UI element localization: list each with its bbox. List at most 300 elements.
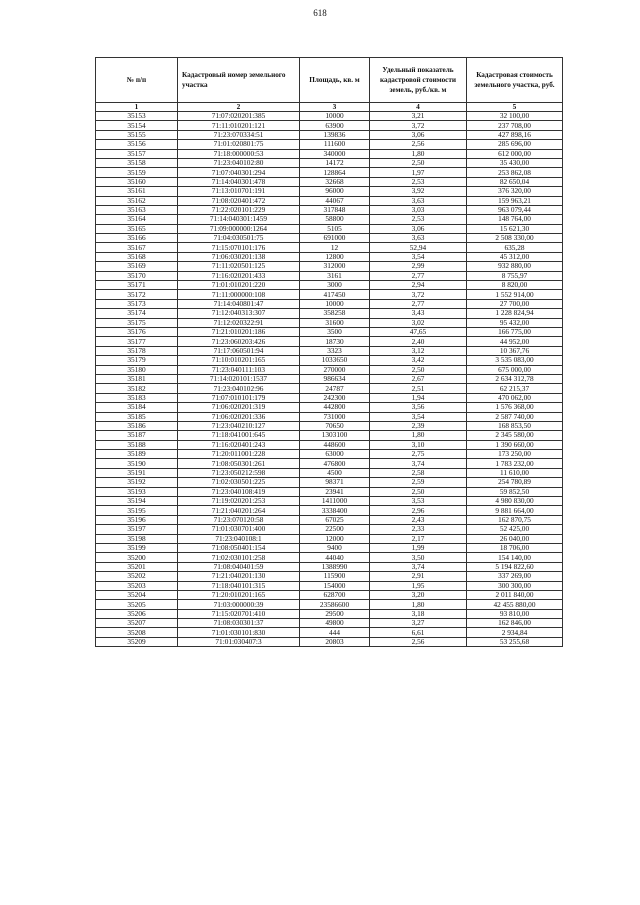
cadastral-number-cell: 71:23:040210:127 <box>178 421 300 430</box>
column-number-row <box>96 103 563 112</box>
cadastral-value-cell: 52 425,00 <box>467 525 563 534</box>
cadastral-value-cell: 635,28 <box>467 243 563 252</box>
cadastral-number-cell: 71:07:020201:385 <box>178 112 300 121</box>
cadastral-value-cell: 15 621,30 <box>467 224 563 233</box>
area-cell: 20803 <box>300 637 370 646</box>
area-cell: 14172 <box>300 158 370 167</box>
cadastral-value-cell: 427 898,16 <box>467 130 563 139</box>
table-row <box>96 487 563 496</box>
row-number-cell: 35184 <box>96 403 178 412</box>
row-number-cell: 35163 <box>96 205 178 214</box>
area-cell: 3338400 <box>300 506 370 515</box>
row-number-cell: 35172 <box>96 290 178 299</box>
cadastral-value-cell: 9 881 664,00 <box>467 506 563 515</box>
row-number-cell: 35179 <box>96 356 178 365</box>
cadastral-value-cell: 59 852,50 <box>467 487 563 496</box>
row-number-cell: 35154 <box>96 121 178 130</box>
cadastral-value-cell: 963 079,44 <box>467 205 563 214</box>
row-number-cell: 35164 <box>96 215 178 224</box>
unit-value-cell: 2,91 <box>370 572 467 581</box>
cadastral-number-cell: 71:01:030701:400 <box>178 525 300 534</box>
area-cell: 139836 <box>300 130 370 139</box>
row-number-cell: 35207 <box>96 619 178 628</box>
unit-value-cell: 1,80 <box>370 431 467 440</box>
area-cell: 5105 <box>300 224 370 233</box>
cadastral-value-cell: 1 552 914,00 <box>467 290 563 299</box>
cadastral-value-cell: 254 780,89 <box>467 478 563 487</box>
area-cell: 98371 <box>300 478 370 487</box>
area-cell: 9400 <box>300 543 370 552</box>
header-row <box>96 58 563 103</box>
unit-value-cell: 3,18 <box>370 609 467 618</box>
cadastral-number-cell: 71:14:040301:478 <box>178 177 300 186</box>
cadastral-number-cell: 71:23:040108:419 <box>178 487 300 496</box>
table-row <box>96 450 563 459</box>
cadastral-number-cell: 71:23:070120:58 <box>178 515 300 524</box>
cadastral-number-cell: 71:08:030301:37 <box>178 619 300 628</box>
unit-value-cell: 1,95 <box>370 581 467 590</box>
unit-value-cell: 2,67 <box>370 374 467 383</box>
cadastral-number-cell: 71:23:040111:103 <box>178 365 300 374</box>
cadastral-value-cell: 26 040,00 <box>467 534 563 543</box>
cadastral-value-cell: 4 980 830,00 <box>467 497 563 506</box>
unit-value-cell: 2,50 <box>370 365 467 374</box>
area-cell: 58800 <box>300 215 370 224</box>
cadastral-number-cell: 71:21:040201:130 <box>178 572 300 581</box>
column-number: 2 <box>178 103 300 112</box>
cadastral-value-cell: 148 764,00 <box>467 215 563 224</box>
unit-value-cell: 2,53 <box>370 215 467 224</box>
area-cell: 1388990 <box>300 562 370 571</box>
unit-value-cell: 3,43 <box>370 309 467 318</box>
unit-value-cell: 2,96 <box>370 506 467 515</box>
unit-value-cell: 2,58 <box>370 468 467 477</box>
cadastral-value-cell: 2 634 312,78 <box>467 374 563 383</box>
table-row <box>96 271 563 280</box>
cadastral-number-cell: 71:02:030501:225 <box>178 478 300 487</box>
table-row <box>96 421 563 430</box>
table-row <box>96 468 563 477</box>
table-row <box>96 215 563 224</box>
cadastral-number-cell: 71:06:020201:319 <box>178 403 300 412</box>
area-cell: 44067 <box>300 196 370 205</box>
table-row <box>96 252 563 261</box>
row-number-cell: 35166 <box>96 234 178 243</box>
area-cell: 4500 <box>300 468 370 477</box>
row-number-cell: 35205 <box>96 600 178 609</box>
table-row <box>96 309 563 318</box>
area-cell: 628700 <box>300 590 370 599</box>
cadastral-value-cell: 470 062,00 <box>467 393 563 402</box>
cadastral-number-cell: 71:10:010201:165 <box>178 356 300 365</box>
row-number-cell: 35167 <box>96 243 178 252</box>
cadastral-value-cell: 162 870,75 <box>467 515 563 524</box>
cadastral-number-cell: 71:21:040201:264 <box>178 506 300 515</box>
cadastral-value-cell: 285 696,00 <box>467 140 563 149</box>
table-row <box>96 497 563 506</box>
area-cell: 444 <box>300 628 370 637</box>
cadastral-value-cell: 932 880,00 <box>467 262 563 271</box>
table-row <box>96 478 563 487</box>
cadastral-value-cell: 62 215,37 <box>467 384 563 393</box>
unit-value-cell: 3,21 <box>370 112 467 121</box>
cadastral-number-cell: 71:23:070334:51 <box>178 130 300 139</box>
row-number-cell: 35155 <box>96 130 178 139</box>
row-number-cell: 35156 <box>96 140 178 149</box>
row-number-cell: 35165 <box>96 224 178 233</box>
unit-value-cell: 3,56 <box>370 403 467 412</box>
area-cell: 3500 <box>300 327 370 336</box>
table-row <box>96 224 563 233</box>
unit-value-cell: 3,53 <box>370 497 467 506</box>
area-cell: 154000 <box>300 581 370 590</box>
area-cell: 128864 <box>300 168 370 177</box>
cadastral-value-cell: 93 810,00 <box>467 609 563 618</box>
table-row <box>96 374 563 383</box>
table-row <box>96 609 563 618</box>
table-row <box>96 403 563 412</box>
cadastral-number-cell: 71:15:070101:176 <box>178 243 300 252</box>
table-row <box>96 234 563 243</box>
row-number-cell: 35180 <box>96 365 178 374</box>
table-body <box>96 112 563 647</box>
area-cell: 1033650 <box>300 356 370 365</box>
area-cell: 23941 <box>300 487 370 496</box>
table-row <box>96 318 563 327</box>
cadastral-number-cell: 71:08:050301:261 <box>178 459 300 468</box>
row-number-cell: 35201 <box>96 562 178 571</box>
row-number-cell: 35191 <box>96 468 178 477</box>
area-cell: 23586600 <box>300 600 370 609</box>
header-unit-value: Удельный показатель кадастровой стоимости земель, руб./кв. м <box>370 58 467 103</box>
row-number-cell: 35193 <box>96 487 178 496</box>
cadastral-number-cell: 71:23:060203:426 <box>178 337 300 346</box>
unit-value-cell: 2,51 <box>370 384 467 393</box>
row-number-cell: 35185 <box>96 412 178 421</box>
column-number: 5 <box>467 103 563 112</box>
area-cell: 731000 <box>300 412 370 421</box>
row-number-cell: 35188 <box>96 440 178 449</box>
cadastral-number-cell: 71:17:060501:94 <box>178 346 300 355</box>
table-row <box>96 590 563 599</box>
cadastral-number-cell: 71:12:020322:91 <box>178 318 300 327</box>
cadastral-value-cell: 53 255,68 <box>467 637 563 646</box>
row-number-cell: 35209 <box>96 637 178 646</box>
unit-value-cell: 3,42 <box>370 356 467 365</box>
table-row <box>96 384 563 393</box>
area-cell: 24787 <box>300 384 370 393</box>
area-cell: 986634 <box>300 374 370 383</box>
table-row <box>96 177 563 186</box>
cadastral-value-cell: 35 430,00 <box>467 158 563 167</box>
area-cell: 67025 <box>300 515 370 524</box>
table-row <box>96 262 563 271</box>
row-number-cell: 35182 <box>96 384 178 393</box>
row-number-cell: 35177 <box>96 337 178 346</box>
cadastral-value-cell: 45 312,00 <box>467 252 563 261</box>
unit-value-cell: 2,77 <box>370 271 467 280</box>
area-cell: 32668 <box>300 177 370 186</box>
column-number: 4 <box>370 103 467 112</box>
table-row <box>96 515 563 524</box>
cadastral-number-cell: 71:16:020401:243 <box>178 440 300 449</box>
cadastral-value-cell: 168 853,50 <box>467 421 563 430</box>
row-number-cell: 35189 <box>96 450 178 459</box>
cadastral-value-table <box>95 57 563 647</box>
row-number-cell: 35198 <box>96 534 178 543</box>
cadastral-number-cell: 71:12:040313:307 <box>178 309 300 318</box>
cadastral-number-cell: 71:14:020101:1537 <box>178 374 300 383</box>
area-cell: 49800 <box>300 619 370 628</box>
row-number-cell: 35183 <box>96 393 178 402</box>
area-cell: 442800 <box>300 403 370 412</box>
cadastral-value-cell: 8 820,00 <box>467 281 563 290</box>
row-number-cell: 35192 <box>96 478 178 487</box>
table-row <box>96 205 563 214</box>
cadastral-value-cell: 162 846,00 <box>467 619 563 628</box>
cadastral-number-cell: 71:15:020701:410 <box>178 609 300 618</box>
cadastral-value-cell: 3 535 083,00 <box>467 356 563 365</box>
table-row <box>96 393 563 402</box>
row-number-cell: 35171 <box>96 281 178 290</box>
area-cell: 448600 <box>300 440 370 449</box>
cadastral-number-cell: 71:01:030407:3 <box>178 637 300 646</box>
row-number-cell: 35178 <box>96 346 178 355</box>
cadastral-value-cell: 2 934,84 <box>467 628 563 637</box>
cadastral-value-cell: 1 783 232,00 <box>467 459 563 468</box>
area-cell: 44040 <box>300 553 370 562</box>
row-number-cell: 35196 <box>96 515 178 524</box>
unit-value-cell: 2,17 <box>370 534 467 543</box>
table-row <box>96 337 563 346</box>
cadastral-number-cell: 71:08:020401:472 <box>178 196 300 205</box>
table-row <box>96 525 563 534</box>
cadastral-value-cell: 612 000,00 <box>467 149 563 158</box>
unit-value-cell: 3,12 <box>370 346 467 355</box>
cadastral-value-cell: 32 100,00 <box>467 112 563 121</box>
cadastral-value-cell: 8 755,97 <box>467 271 563 280</box>
area-cell: 12800 <box>300 252 370 261</box>
row-number-cell: 35170 <box>96 271 178 280</box>
cadastral-number-cell: 71:11:010201:121 <box>178 121 300 130</box>
unit-value-cell: 1,80 <box>370 149 467 158</box>
cadastral-number-cell: 71:07:040301:294 <box>178 168 300 177</box>
cadastral-value-cell: 173 250,00 <box>467 450 563 459</box>
area-cell: 242300 <box>300 393 370 402</box>
unit-value-cell: 3,72 <box>370 290 467 299</box>
row-number-cell: 35202 <box>96 572 178 581</box>
table-row <box>96 600 563 609</box>
cadastral-number-cell: 71:01:010201:220 <box>178 281 300 290</box>
cadastral-number-cell: 71:22:020101:229 <box>178 205 300 214</box>
area-cell: 3323 <box>300 346 370 355</box>
cadastral-number-cell: 71:23:050212:598 <box>178 468 300 477</box>
unit-value-cell: 6,61 <box>370 628 467 637</box>
unit-value-cell: 2,56 <box>370 140 467 149</box>
unit-value-cell: 47,65 <box>370 327 467 336</box>
row-number-cell: 35161 <box>96 187 178 196</box>
cadastral-number-cell: 71:01:030101:830 <box>178 628 300 637</box>
cadastral-value-cell: 253 862,08 <box>467 168 563 177</box>
unit-value-cell: 3,72 <box>370 121 467 130</box>
cadastral-number-cell: 71:23:040102:80 <box>178 158 300 167</box>
row-number-cell: 35176 <box>96 327 178 336</box>
cadastral-value-cell: 11 610,00 <box>467 468 563 477</box>
table-row <box>96 243 563 252</box>
cadastral-number-cell: 71:06:020201:336 <box>178 412 300 421</box>
cadastral-value-cell: 42 455 880,00 <box>467 600 563 609</box>
cadastral-number-cell: 71:18:040101:315 <box>178 581 300 590</box>
area-cell: 96000 <box>300 187 370 196</box>
cadastral-number-cell: 71:04:030501:75 <box>178 234 300 243</box>
unit-value-cell: 2,99 <box>370 262 467 271</box>
unit-value-cell: 1,99 <box>370 543 467 552</box>
row-number-cell: 35195 <box>96 506 178 515</box>
cadastral-number-cell: 71:13:010701:191 <box>178 187 300 196</box>
cadastral-number-cell: 71:16:020201:433 <box>178 271 300 280</box>
cadastral-number-cell: 71:08:050401:154 <box>178 543 300 552</box>
unit-value-cell: 2,75 <box>370 450 467 459</box>
table-row <box>96 158 563 167</box>
table-row <box>96 168 563 177</box>
cadastral-number-cell: 71:14:040801:47 <box>178 299 300 308</box>
cadastral-value-cell: 1 390 660,00 <box>467 440 563 449</box>
row-number-cell: 35203 <box>96 581 178 590</box>
header-row-number: № п/п <box>96 58 178 103</box>
cadastral-value-cell: 44 952,00 <box>467 337 563 346</box>
cadastral-value-cell: 154 140,00 <box>467 553 563 562</box>
row-number-cell: 35175 <box>96 318 178 327</box>
unit-value-cell: 52,94 <box>370 243 467 252</box>
table-row <box>96 543 563 552</box>
table-row <box>96 637 563 646</box>
area-cell: 10000 <box>300 299 370 308</box>
cadastral-number-cell: 71:11:000000:108 <box>178 290 300 299</box>
cadastral-value-cell: 10 367,76 <box>467 346 563 355</box>
cadastral-value-cell: 5 194 822,60 <box>467 562 563 571</box>
area-cell: 1411000 <box>300 497 370 506</box>
cadastral-value-cell: 1 228 824,94 <box>467 309 563 318</box>
unit-value-cell: 3,06 <box>370 224 467 233</box>
area-cell: 312000 <box>300 262 370 271</box>
unit-value-cell: 1,80 <box>370 600 467 609</box>
row-number-cell: 35173 <box>96 299 178 308</box>
unit-value-cell: 3,06 <box>370 130 467 139</box>
cadastral-number-cell: 71:07:010101:179 <box>178 393 300 402</box>
cadastral-value-cell: 166 775,00 <box>467 327 563 336</box>
unit-value-cell: 3,20 <box>370 590 467 599</box>
header-cadastral-value: Кадастровая стоимость земельного участка, руб. <box>467 58 563 103</box>
table-row <box>96 412 563 421</box>
area-cell: 358258 <box>300 309 370 318</box>
row-number-cell: 35208 <box>96 628 178 637</box>
unit-value-cell: 3,92 <box>370 187 467 196</box>
row-number-cell: 35153 <box>96 112 178 121</box>
unit-value-cell: 2,40 <box>370 337 467 346</box>
row-number-cell: 35206 <box>96 609 178 618</box>
cadastral-value-cell: 2 011 840,00 <box>467 590 563 599</box>
cadastral-value-cell: 27 700,00 <box>467 299 563 308</box>
table-row <box>96 112 563 121</box>
page-number: 618 <box>313 8 327 18</box>
table-row <box>96 619 563 628</box>
row-number-cell: 35160 <box>96 177 178 186</box>
cadastral-value-cell: 2 345 580,00 <box>467 431 563 440</box>
table-row <box>96 299 563 308</box>
table-row <box>96 356 563 365</box>
unit-value-cell: 1,97 <box>370 168 467 177</box>
unit-value-cell: 3,50 <box>370 553 467 562</box>
unit-value-cell: 3,03 <box>370 205 467 214</box>
area-cell: 476800 <box>300 459 370 468</box>
area-cell: 111600 <box>300 140 370 149</box>
table-row <box>96 440 563 449</box>
row-number-cell: 35199 <box>96 543 178 552</box>
cadastral-value-cell: 2 508 330,00 <box>467 234 563 243</box>
table-row <box>96 196 563 205</box>
unit-value-cell: 1,94 <box>370 393 467 402</box>
table-row <box>96 130 563 139</box>
unit-value-cell: 3,63 <box>370 196 467 205</box>
table-row <box>96 506 563 515</box>
table-row <box>96 365 563 374</box>
area-cell: 12 <box>300 243 370 252</box>
area-cell: 3161 <box>300 271 370 280</box>
area-cell: 12000 <box>300 534 370 543</box>
row-number-cell: 35186 <box>96 421 178 430</box>
row-number-cell: 35200 <box>96 553 178 562</box>
table-row <box>96 149 563 158</box>
unit-value-cell: 2,50 <box>370 158 467 167</box>
area-cell: 29500 <box>300 609 370 618</box>
column-number: 3 <box>300 103 370 112</box>
unit-value-cell: 2,43 <box>370 515 467 524</box>
cadastral-number-cell: 71:20:011001:228 <box>178 450 300 459</box>
cadastral-value-cell: 337 269,00 <box>467 572 563 581</box>
cadastral-number-cell: 71:19:020201:253 <box>178 497 300 506</box>
area-cell: 18730 <box>300 337 370 346</box>
table-row <box>96 581 563 590</box>
header-area: Площадь, кв. м <box>300 58 370 103</box>
unit-value-cell: 2,50 <box>370 487 467 496</box>
cadastral-value-cell: 376 320,00 <box>467 187 563 196</box>
unit-value-cell: 2,77 <box>370 299 467 308</box>
unit-value-cell: 2,94 <box>370 281 467 290</box>
unit-value-cell: 3,27 <box>370 619 467 628</box>
area-cell: 63000 <box>300 450 370 459</box>
unit-value-cell: 3,54 <box>370 412 467 421</box>
area-cell: 70650 <box>300 421 370 430</box>
row-number-cell: 35174 <box>96 309 178 318</box>
table-row <box>96 121 563 130</box>
cadastral-number-cell: 71:18:000000:53 <box>178 149 300 158</box>
table-row <box>96 290 563 299</box>
row-number-cell: 35169 <box>96 262 178 271</box>
column-number: 1 <box>96 103 178 112</box>
area-cell: 1303100 <box>300 431 370 440</box>
area-cell: 417450 <box>300 290 370 299</box>
table-row <box>96 628 563 637</box>
unit-value-cell: 2,56 <box>370 637 467 646</box>
table-row <box>96 140 563 149</box>
cadastral-number-cell: 71:01:020801:75 <box>178 140 300 149</box>
table-row <box>96 281 563 290</box>
table-row <box>96 534 563 543</box>
table-row <box>96 562 563 571</box>
header-cadastral-number: Кадастровый номер земельного участка <box>178 58 300 103</box>
unit-value-cell: 3,74 <box>370 562 467 571</box>
unit-value-cell: 2,53 <box>370 177 467 186</box>
